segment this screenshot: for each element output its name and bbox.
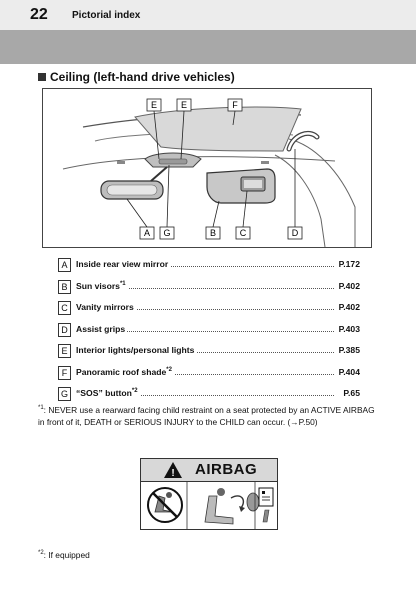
item-superscript: *1 xyxy=(119,280,126,287)
item-label: Panoramic roof shade xyxy=(76,366,167,377)
header-band xyxy=(0,30,416,64)
item-key: A xyxy=(58,258,71,272)
header-bar xyxy=(0,0,416,30)
item-superscript: *2 xyxy=(166,366,172,373)
callout-c xyxy=(236,227,250,239)
warning-symbol: ! xyxy=(171,468,175,479)
callout-e-right xyxy=(177,99,191,111)
airbag-label-header xyxy=(141,459,277,482)
airbag-pictograms xyxy=(141,482,277,529)
square-bullet-icon xyxy=(38,73,46,81)
no-child-seat-icon xyxy=(148,488,182,522)
page-reference-link[interactable]: P.404 xyxy=(338,366,360,377)
item-label: Vanity mirrors xyxy=(76,302,134,312)
page-reference-link[interactable]: P.402 xyxy=(338,280,360,291)
page-reference-link[interactable]: P.385 xyxy=(338,345,360,355)
warning-triangle-icon xyxy=(163,461,183,479)
callout-b xyxy=(206,227,220,239)
list-item xyxy=(58,300,360,318)
page-reference-link[interactable]: P.65 xyxy=(343,388,360,398)
note-text: : NEVER use a rearward facing child restraint on a seat protected by an ACTIVE AIRBAG in front of it, DEATH or SERIOUS INJURY to the CHILD can occur. (→P.50) xyxy=(38,404,375,428)
list-item xyxy=(58,257,360,275)
callout-d xyxy=(288,227,302,239)
child-seat-airbag-icon xyxy=(205,488,259,524)
item-label: Sun visors xyxy=(76,280,120,291)
item-key: F xyxy=(58,366,71,380)
ceiling-diagram xyxy=(42,88,372,248)
footnote xyxy=(38,550,90,560)
item-key: C xyxy=(58,301,71,315)
list-item xyxy=(58,343,360,361)
ceiling-illustration xyxy=(43,89,371,247)
page-reference-link[interactable]: P.403 xyxy=(338,323,360,334)
item-key: E xyxy=(58,344,71,358)
item-list xyxy=(58,257,360,408)
callout-label: D xyxy=(291,228,299,238)
item-key: G xyxy=(58,387,71,401)
page-number: 22 xyxy=(30,6,48,23)
list-item xyxy=(58,279,360,297)
item-key: D xyxy=(58,323,71,337)
section-title-text: Ceiling (left-hand drive vehicles) xyxy=(50,70,235,84)
header-title: Pictorial index xyxy=(72,10,141,21)
callout-label: E xyxy=(150,100,158,110)
item-label: Inside rear view mirror xyxy=(76,259,169,269)
callout-label: C xyxy=(239,228,247,238)
item-superscript: *2 xyxy=(131,388,138,395)
callout-label: G xyxy=(163,228,171,238)
item-label: Interior lights/personal lights xyxy=(76,345,195,355)
callout-label: E xyxy=(180,100,188,110)
callout-f xyxy=(228,99,242,111)
airbag-note xyxy=(38,402,376,429)
callout-e-left xyxy=(147,99,161,111)
callout-label: F xyxy=(232,100,238,110)
item-key: B xyxy=(58,280,71,294)
footnote-marker: *2 xyxy=(38,550,44,557)
manual-book-icon xyxy=(259,488,273,522)
list-item xyxy=(58,365,360,383)
callout-a xyxy=(140,227,154,239)
airbag-warning-label xyxy=(140,458,278,530)
section-title xyxy=(38,70,235,84)
list-item xyxy=(58,322,360,340)
callout-label: A xyxy=(143,228,151,238)
footnote-text: : If equipped xyxy=(43,550,90,560)
callout-g xyxy=(160,227,174,239)
note-marker: *1 xyxy=(38,405,44,411)
airbag-title: AIRBAG xyxy=(195,461,258,478)
page-reference-link[interactable]: P.172 xyxy=(338,259,360,269)
page-reference-link[interactable]: P.402 xyxy=(338,302,360,312)
item-label: Assist grips xyxy=(76,323,126,334)
item-label: “SOS” button xyxy=(76,388,132,398)
callout-label: B xyxy=(209,228,217,238)
